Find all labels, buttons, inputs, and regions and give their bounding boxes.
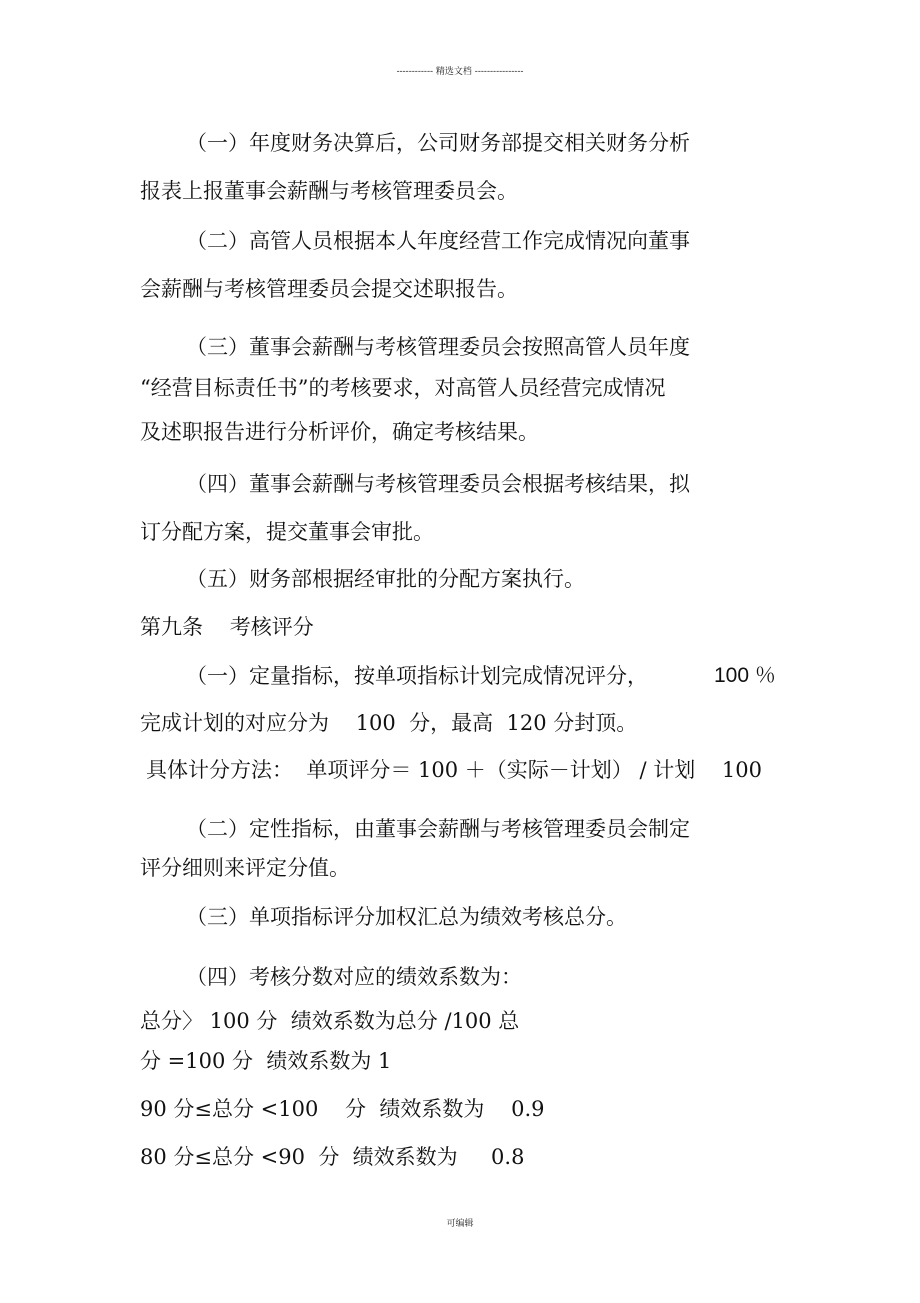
- paragraph-line: （一）定量指标，按单项指标计划完成情况评分，: [186, 664, 648, 688]
- page-header: ------------ 精选文档 ----------------: [396, 67, 524, 77]
- paragraph-line: （一）年度财务决算后，公司财务部提交相关财务分析: [186, 131, 690, 155]
- paragraph-line: （二）定性指标，由董事会薪酬与考核管理委员会制定: [186, 817, 690, 841]
- paragraph-line: （五）财务部根据经审批的分配方案执行。: [186, 567, 585, 591]
- paragraph-line: （四）董事会薪酬与考核管理委员会根据考核结果，拟: [186, 472, 690, 496]
- paragraph-line: （三）单项指标评分加权汇总为绩效考核总分。: [186, 905, 627, 929]
- formula-line: 具体计分方法： 单项评分＝ 100 ＋（实际－计划） / 计划 100: [146, 758, 762, 782]
- paragraph-line: 完成计划的对应分为 100 分，最高 120 分封顶。: [140, 711, 638, 735]
- paragraph-line: 报表上报董事会薪酬与考核管理委员会。: [140, 179, 518, 203]
- paragraph-line: 及述职报告进行分析评价，确定考核结果。: [140, 420, 539, 444]
- page-footer: 可编辑: [446, 1219, 474, 1229]
- paragraph-line: （四）考核分数对应的绩效系数为：: [186, 965, 522, 989]
- article-heading: 第九条 考核评分: [140, 615, 314, 639]
- score-rule-line: 分 =100 分 绩效系数为 1: [140, 1049, 392, 1073]
- paragraph-line: “经营目标责任书”的考核要求，对高管人员经营完成情况: [140, 376, 666, 400]
- paragraph-line: （三）董事会薪酬与考核管理委员会按照高管人员年度: [186, 335, 690, 359]
- paragraph-line: 订分配方案，提交董事会审批。: [140, 520, 434, 544]
- percent-value: 100 ％: [714, 664, 776, 687]
- paragraph-line: （二）高管人员根据本人年度经营工作完成情况向董事: [186, 229, 690, 253]
- score-rule-line: 总分〉 100 分 绩效系数为总分 /100 总: [140, 1009, 520, 1033]
- score-rule-line: 80 分≤总分 <90 分 绩效系数为 0.8: [140, 1145, 525, 1169]
- paragraph-line: 评分细则来评定分值。: [140, 856, 350, 880]
- score-rule-line: 90 分≤总分 <100 分 绩效系数为 0.9: [140, 1097, 545, 1121]
- paragraph-line: 会薪酬与考核管理委员会提交述职报告。: [140, 277, 518, 301]
